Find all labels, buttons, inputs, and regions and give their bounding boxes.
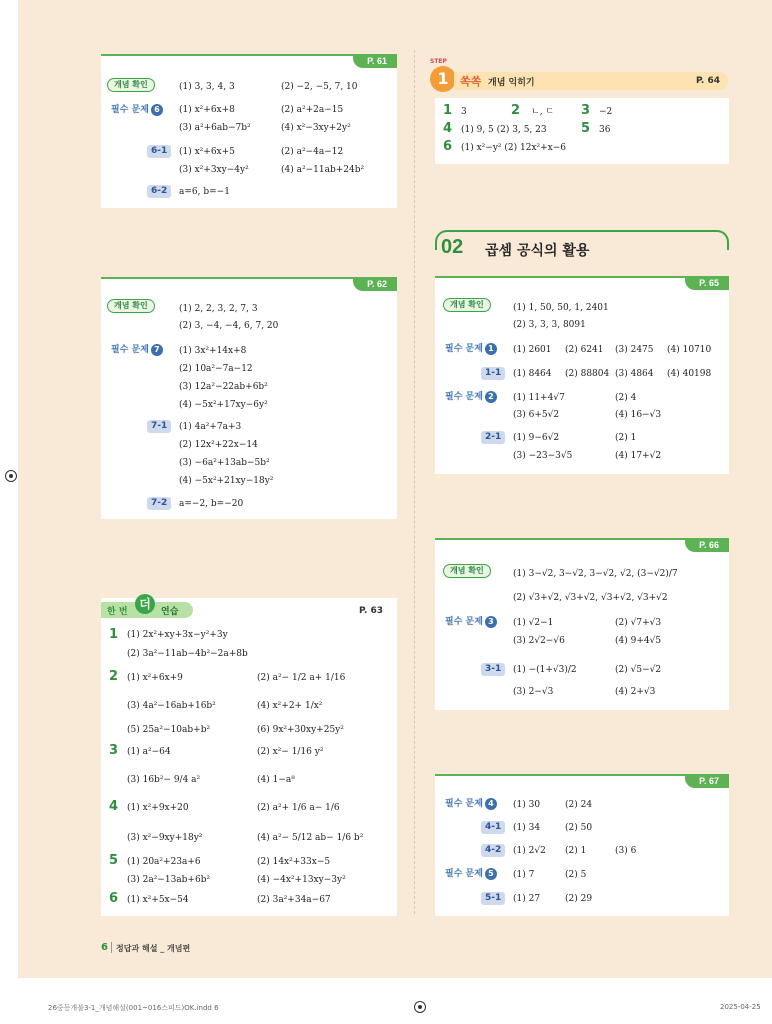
answer: (3) 12a²−22ab+6b² [179,382,268,392]
answer: (3) 16b²− 9/4 a² [127,775,201,785]
answer: (3) −6a²+13ab−5b² [179,458,270,468]
answer: (3) 2−√3 [513,687,554,697]
answer: (1) 9, 5 (2) 3, 5, 23 [461,125,547,135]
answer: (4) −5x²+21xy−18y² [179,476,274,486]
answer: (2) a²− 1/2 a+ 1/16 [257,673,346,683]
sub-problem-label: 5-1 [481,892,505,905]
answer: (2) 24 [565,800,593,810]
answer: (1) 4a²+7a+3 [179,422,242,432]
answer: (4) 17+√2 [615,451,662,461]
answer: (2) 1 [615,433,637,443]
answer: (2) a²+ 1/6 a− 1/6 [257,803,340,813]
sub-problem-label: 7-2 [147,497,171,510]
answer: (2) 3a²+34a−67 [257,895,331,905]
sub-problem-label: 3-1 [481,663,505,676]
page-ref: P. 63 [358,606,383,616]
practice-card-p63 [101,598,397,916]
answer: (3) 6+5√2 [513,410,560,420]
section-title: 곱셈 공식의 활용 [485,243,590,259]
required-problem-label: 필수 문제 4 [445,798,497,810]
answer: (1) x²+6x+5 [179,147,235,157]
sub-problem-label: 6-1 [147,145,171,158]
answer: (4) 16−√3 [615,410,662,420]
answer: (1) 8464 [513,369,552,379]
answer: (2) 5 [565,870,587,880]
answer: −2 [599,107,613,117]
answer: (1) −(1+√3)/2 [513,665,577,675]
answer: (1) 27 [513,894,541,904]
required-problem-label: 필수 문제 1 [445,343,497,355]
answer: (1) 2, 2, 3, 2, 7, 3 [179,304,258,314]
answer: (2) 3, 3, 3, 8091 [513,320,586,330]
print-date: 2025-04-25 [720,1003,761,1011]
page-number: 6 [101,942,108,953]
answer: (4) a²−11ab+24b² [281,165,365,175]
sub-problem-label: 2-1 [481,431,505,444]
answer: (2) 10a²−7a−12 [179,364,253,374]
answer: (3) −23−3√5 [513,451,573,461]
page-ref: P. 61 [353,54,397,68]
item-number: 1 [109,627,119,642]
answer: (3) 4a²−16ab+16b² [127,701,216,711]
answer: 3 [461,107,467,117]
concept-check-label: 개념 확인 [107,299,155,313]
answer: (1) x²+6x+8 [179,105,235,115]
title-c: 연습 [161,607,179,617]
sub-problem-label: 4-2 [481,844,505,857]
sub-problem-label: 4-1 [481,821,505,834]
answer: (1) 3, 3, 4, 3 [179,82,235,92]
answer: (2) 50 [565,823,593,833]
answer: ㄴ, ㄷ [531,107,555,117]
answer: (2) −2, −5, 7, 10 [281,82,358,92]
file-name: 26중등개불3-1_개념해설(001~016스피드)OK.indd 6 [48,1004,219,1012]
concept-check-label: 개념 확인 [107,78,155,92]
answer: (4) 1−a⁸ [257,775,295,785]
step-number: 1 [430,66,456,92]
answer: (6) 9x²+30xy+25y² [257,725,344,735]
column-divider [414,50,415,914]
answer: (3) x²−9xy+18y² [127,833,203,843]
step-header [430,58,730,98]
answer: (3) 4864 [615,369,654,379]
answer: (1) 2x²+xy+3x−y²+3y [127,630,228,640]
answer: (2) 14x²+33x−5 [257,857,331,867]
answer: (4) 40198 [667,369,712,379]
answer: (2) a²−4a−12 [281,147,344,157]
answer: (1) a²−64 [127,747,171,757]
answer: (1) 9−6√2 [513,433,560,443]
step-title-b: 개념 익히기 [488,78,535,88]
answer: (2) 6241 [565,345,604,355]
answer-card-p67 [435,774,729,916]
answer: (1) 11+4√7 [513,393,565,403]
answer: a=6, b=−1 [179,187,230,197]
answer: (3) a²+6ab−7b² [179,123,251,133]
page-ref: P. 64 [695,76,720,86]
answer: (2) x²− 1/16 y² [257,747,324,757]
answer: (4) −4x²+13xy−3y² [257,875,346,885]
answer: (4) −5x²+17xy−6y² [179,400,268,410]
required-problem-label: 필수 문제 5 [445,868,497,880]
section-number: 02 [441,236,464,258]
answer: (1) √2−1 [513,618,554,628]
answer: (2) 1 [565,846,587,856]
answer-card-p66 [435,538,729,710]
answer-card-p61 [101,54,397,208]
answer: (3) 2a²−13ab+6b² [127,875,211,885]
answer: (1) 30 [513,800,541,810]
item-number: 6 [443,139,453,154]
title-badge: 더 [135,594,155,614]
item-number: 2 [511,103,521,118]
answer: (4) 2+√3 [615,687,656,697]
step-title-a: 쏙쏙 [460,75,482,88]
answer: (1) 2√2 [513,846,546,856]
answer: (1) x²+9x+20 [127,803,189,813]
answer: (1) 2601 [513,345,552,355]
item-number: 4 [443,121,453,136]
answer: (5) 25a²−10ab+b² [127,725,211,735]
concept-check-label: 개념 확인 [443,564,491,578]
answer: (2) 29 [565,894,593,904]
page-ref: P. 66 [685,538,729,552]
item-number: 5 [109,853,119,868]
title-a: 한 번 [107,607,128,617]
answer: (1) 3−√2, 3−√2, 3−√2, √2, (3−√2)/7 [513,569,678,579]
answer: (2) 4 [615,393,637,403]
registration-mark-icon [5,470,17,482]
item-number: 2 [109,669,119,684]
answer: (1) 3x²+14x+8 [179,346,247,356]
answer: (1) 7 [513,870,535,880]
answer: a=−2, b=−20 [179,499,244,509]
required-problem-label: 필수 문제 3 [445,616,497,628]
item-number: 6 [109,891,119,906]
answer: (3) 6 [615,846,637,856]
page-ref: P. 65 [685,276,729,290]
required-problem-label: 필수 문제 6 [111,104,163,116]
sub-problem-label: 1-1 [481,367,505,380]
section-header [435,230,729,262]
answer: 36 [599,125,611,135]
required-problem-label: 필수 문제 2 [445,391,497,403]
answer: (4) a²− 5/12 ab− 1/6 b² [257,833,364,843]
registration-mark-icon [414,1001,426,1013]
concept-check-label: 개념 확인 [443,298,491,312]
item-number: 1 [443,103,453,118]
answer: (2) 12x²+22x−14 [179,440,258,450]
answer: (1) x²+5x−54 [127,895,189,905]
item-number: 3 [581,103,591,118]
required-problem-label: 필수 문제 7 [111,344,163,356]
answer: (2) √5−√2 [615,665,662,675]
answer: (2) 88804 [565,369,610,379]
sub-problem-label: 7-1 [147,420,171,433]
answer: (3) 2√2−√6 [513,636,565,646]
answer: (1) 1, 50, 50, 1, 2401 [513,303,609,313]
answer: (2) 3a²−11ab−4b²−2a+8b [127,649,248,659]
answer-card-p65 [435,276,729,474]
item-number: 3 [109,743,119,758]
answer: (1) 34 [513,823,541,833]
answer: (2) a²+2a−15 [281,105,344,115]
answer: (3) 2475 [615,345,654,355]
answer: (2) √3+√2, √3+√2, √3+√2, √3+√2 [513,593,668,603]
answer: (1) 20a²+23a+6 [127,857,201,867]
answer: (4) x²−3xy+2y² [281,123,351,133]
answer: (4) 9+4√5 [615,636,662,646]
answer: (3) x²+3xy−4y² [179,165,249,175]
answer: (4) x²+2+ 1/x² [257,701,323,711]
item-number: 4 [109,799,119,814]
answer: (1) x²−y² (2) 12x²+x−6 [461,143,567,153]
answer: (2) 3, −4, −4, 6, 7, 20 [179,321,279,331]
sub-problem-label: 6-2 [147,185,171,198]
answer: (4) 10710 [667,345,712,355]
page-ref: P. 67 [685,774,729,788]
answer-card-p62 [101,277,397,519]
answer: (2) √7+√3 [615,618,662,628]
page-ref: P. 62 [353,277,397,291]
step-label: STEP [430,58,447,65]
step-answers [435,98,729,164]
answer: (1) x²+6x+9 [127,673,183,683]
item-number: 5 [581,121,591,136]
footer-title: 정답과 해설 _ 개념편 [116,944,191,953]
